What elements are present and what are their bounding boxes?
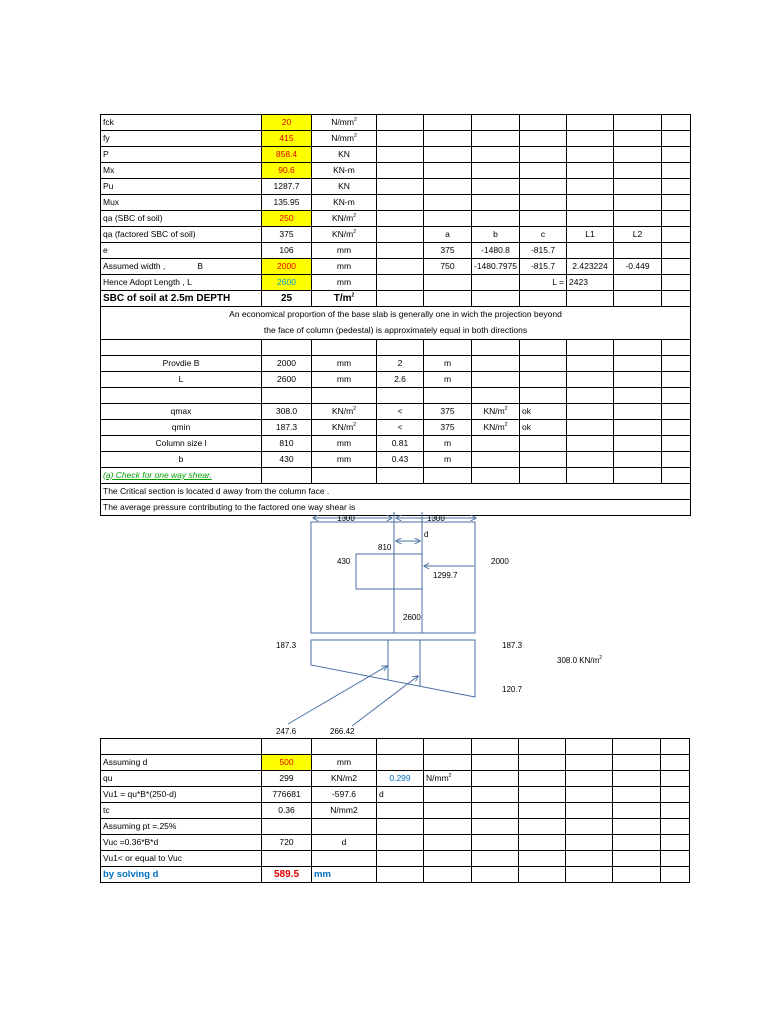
cell-value[interactable]: 2600 (262, 275, 312, 291)
cell-unit[interactable]: KN (312, 179, 377, 195)
cell-label[interactable]: qmin (101, 420, 262, 436)
cell-value[interactable]: 720 (262, 835, 312, 851)
cell-m-unit[interactable]: m (424, 372, 472, 388)
cell-unit[interactable]: KN-m (312, 163, 377, 179)
cell-value[interactable]: 500 (262, 755, 312, 771)
cell-limit-unit[interactable]: $KN/m^2$ (472, 404, 520, 420)
cell-label[interactable]: qa (SBC of soil) (101, 211, 262, 227)
cell-label[interactable]: qmax (101, 404, 262, 420)
cell-label[interactable]: Pu (101, 179, 262, 195)
cell-value[interactable]: 250 (262, 211, 312, 227)
cell-label[interactable]: P (101, 147, 262, 163)
cell-unit[interactable]: mm (312, 356, 377, 372)
cell-value[interactable]: 375 (262, 227, 312, 243)
cell-label[interactable]: Vuc =0.36*B*d (101, 835, 262, 851)
cell-label[interactable]: fck (101, 115, 262, 131)
cell-head-b[interactable]: b (472, 227, 520, 243)
label-pressure-left: 187.3 (276, 641, 297, 650)
cell-unit[interactable]: mm (312, 372, 377, 388)
cell-value[interactable]: 20 (262, 115, 312, 131)
cell-a[interactable]: 375 (424, 243, 472, 259)
cell-unit[interactable]: KN (312, 147, 377, 163)
cell-alt-unit[interactable]: $N/mm^2$ (424, 771, 472, 787)
cell-value[interactable]: 90.6 (262, 163, 312, 179)
cell-m-value[interactable]: 2.6 (377, 372, 424, 388)
cell-unit[interactable]: mm (312, 867, 377, 883)
cell-value[interactable]: 1287.7 (262, 179, 312, 195)
cell-m-value[interactable]: 0.43 (377, 452, 424, 468)
critical-note[interactable]: The Critical section is located d away from the column face . (101, 484, 691, 500)
cell-unit[interactable]: $N/mm^2$ (312, 131, 377, 147)
cell-unit[interactable]: N/mm2 (312, 803, 377, 819)
cell-l2[interactable]: -0.449 (614, 259, 662, 275)
cell-value[interactable]: 430 (262, 452, 312, 468)
label-810: 810 (378, 543, 392, 552)
cell-unit[interactable]: KN/m2 (312, 771, 377, 787)
cell-m-unit[interactable]: m (424, 436, 472, 452)
row-assume-d (101, 755, 690, 771)
cell-unit[interactable]: $KN/m^2$ (312, 227, 377, 243)
cell-c[interactable]: -815.7 (520, 259, 567, 275)
cell-unit[interactable]: $KN/m^2$ (312, 211, 377, 227)
label-2476: 247.6 (276, 727, 297, 736)
label-1300-right: 1300 (427, 514, 445, 523)
cell-label[interactable]: Provdie B (101, 356, 262, 372)
cell-m-value[interactable]: 2 (377, 356, 424, 372)
row-vu1 (101, 787, 690, 803)
cell-value[interactable]: 858.4 (262, 147, 312, 163)
cell-m-unit[interactable]: m (424, 452, 472, 468)
shear-heading[interactable]: (a) Check for one way shear. (101, 468, 262, 484)
cell-c[interactable]: -815.7 (520, 243, 567, 259)
cell-limit-unit[interactable]: $KN/m^2$ (472, 420, 520, 436)
cell-unit[interactable]: mm (312, 452, 377, 468)
cell-label[interactable]: by solving d (101, 867, 262, 883)
cell-label[interactable]: qa (factored SBC of soil) (101, 227, 262, 243)
cell-head-l2[interactable]: L2 (614, 227, 662, 243)
cell-value[interactable]: 2600 (262, 372, 312, 388)
shear-table (100, 738, 690, 883)
cell-value[interactable]: 308.0 (262, 404, 312, 420)
row-solve (101, 867, 690, 883)
cell-l-value[interactable]: 2423 (567, 275, 614, 291)
cell-value[interactable]: 589.5 (262, 867, 312, 883)
cell-unit[interactable]: $T/m^2$ (312, 291, 377, 307)
cell-label[interactable]: e (101, 243, 262, 259)
note-line-2[interactable]: the face of column (pedestal) is approximately equal in both directions (101, 322, 691, 340)
cell-value[interactable]: 299 (262, 771, 312, 787)
cell-l1[interactable]: 2.423224 (567, 259, 614, 275)
label-2000: 2000 (491, 557, 509, 566)
cell-value[interactable]: 415 (262, 131, 312, 147)
cell-head-c[interactable]: c (520, 227, 567, 243)
label-12997: 1299.7 (433, 571, 458, 580)
cell-unit[interactable]: $N/mm^2$ (312, 115, 377, 131)
cell-b[interactable]: -1480.8 (472, 243, 520, 259)
cell-m-unit[interactable]: m (424, 356, 472, 372)
cell-coef[interactable]: -597.6 (312, 787, 377, 803)
row-tc (101, 803, 690, 819)
cell-m-value[interactable]: 0.81 (377, 436, 424, 452)
cell-label[interactable]: b (101, 452, 262, 468)
cell-value[interactable]: 810 (262, 436, 312, 452)
cell-head-a[interactable]: a (424, 227, 472, 243)
cell-value[interactable]: 106 (262, 243, 312, 259)
cell-label[interactable]: Assuming pt =.25% (101, 819, 262, 835)
cell-ok[interactable]: ok (520, 404, 567, 420)
cell-value[interactable]: 135.95 (262, 195, 312, 211)
cell-label[interactable]: qu (101, 771, 262, 787)
cell-label[interactable]: Vu1 = qu*B*(250-d) (101, 787, 262, 803)
avg-pressure-note[interactable]: The average pressure contributing to the factored one way shear is (101, 500, 691, 516)
cell-unit[interactable]: mm (312, 275, 377, 291)
cell-value[interactable]: 0.36 (262, 803, 312, 819)
cell-unit[interactable]: mm (312, 243, 377, 259)
cell-d[interactable]: d (377, 787, 424, 803)
cell-d[interactable]: d (312, 835, 377, 851)
cell-label[interactable]: SBC of soil at 2.5m DEPTH (101, 291, 262, 307)
label-pressure-right-bot: 120.7 (502, 685, 523, 694)
pointer-26642 (352, 676, 418, 726)
cell-unit[interactable]: $KN/m^2$ (312, 404, 377, 420)
cell-value[interactable]: 776681 (262, 787, 312, 803)
label-26642: 266.42 (330, 727, 355, 736)
label-pressure-right-top: 187.3 (502, 641, 523, 650)
cell-a[interactable]: 750 (424, 259, 472, 275)
cell-head-l1[interactable]: L1 (567, 227, 614, 243)
cell-l-label[interactable]: L = (520, 275, 567, 291)
cell-limit[interactable]: 375 (424, 420, 472, 436)
pointer-2476 (288, 666, 387, 724)
cell-label[interactable]: tc (101, 803, 262, 819)
cell-label[interactable]: Hence Adopt Length , L (101, 275, 262, 291)
cell-label[interactable]: Mux (101, 195, 262, 211)
cell-value[interactable]: 187.3 (262, 420, 312, 436)
row-qu (101, 771, 690, 787)
cell-label[interactable]: Mx (101, 163, 262, 179)
label-1300-left: 1300 (337, 514, 355, 523)
row-pt (101, 819, 690, 835)
cell-value[interactable]: 25 (262, 291, 312, 307)
cell-alt-value[interactable]: 0.299 (377, 771, 424, 787)
cell-label[interactable]: fy (101, 131, 262, 147)
row-blank (101, 739, 690, 755)
cell-unit[interactable]: mm (312, 436, 377, 452)
row-vuc (101, 835, 690, 851)
row-condition (101, 851, 690, 867)
cell-unit[interactable]: $KN/m^2$ (312, 420, 377, 436)
label-430: 430 (337, 557, 351, 566)
cell-limit[interactable]: 375 (424, 404, 472, 420)
cell-ok[interactable]: ok (520, 420, 567, 436)
label-2600: 2600 (403, 613, 421, 622)
cell-unit[interactable]: mm (312, 755, 377, 771)
cell-label[interactable]: Vu1< or equal to Vuc (101, 851, 262, 867)
cell-compare[interactable]: < (377, 404, 424, 420)
cell-unit[interactable]: KN-m (312, 195, 377, 211)
cell-label[interactable]: L (101, 372, 262, 388)
cell-unit[interactable]: mm (312, 259, 377, 275)
cell-b[interactable]: -1480.7975 (472, 259, 520, 275)
label-pressure-max: 308.0 $KN/m^2$ (557, 655, 603, 665)
cell-label[interactable]: Assuming d (101, 755, 262, 771)
note-line-1[interactable]: An economical proportion of the base slab is generally one in wich the projection beyond (101, 307, 691, 323)
cell-compare[interactable]: < (377, 420, 424, 436)
cell-value[interactable]: 2000 (262, 356, 312, 372)
cell-value[interactable]: 2000 (262, 259, 312, 275)
cell-label[interactable]: Assumed width , B (101, 259, 262, 275)
label-d: d (424, 530, 429, 539)
column-outline (356, 554, 422, 589)
cell-label[interactable]: Column size l (101, 436, 262, 452)
pressure-diagram (311, 640, 475, 697)
